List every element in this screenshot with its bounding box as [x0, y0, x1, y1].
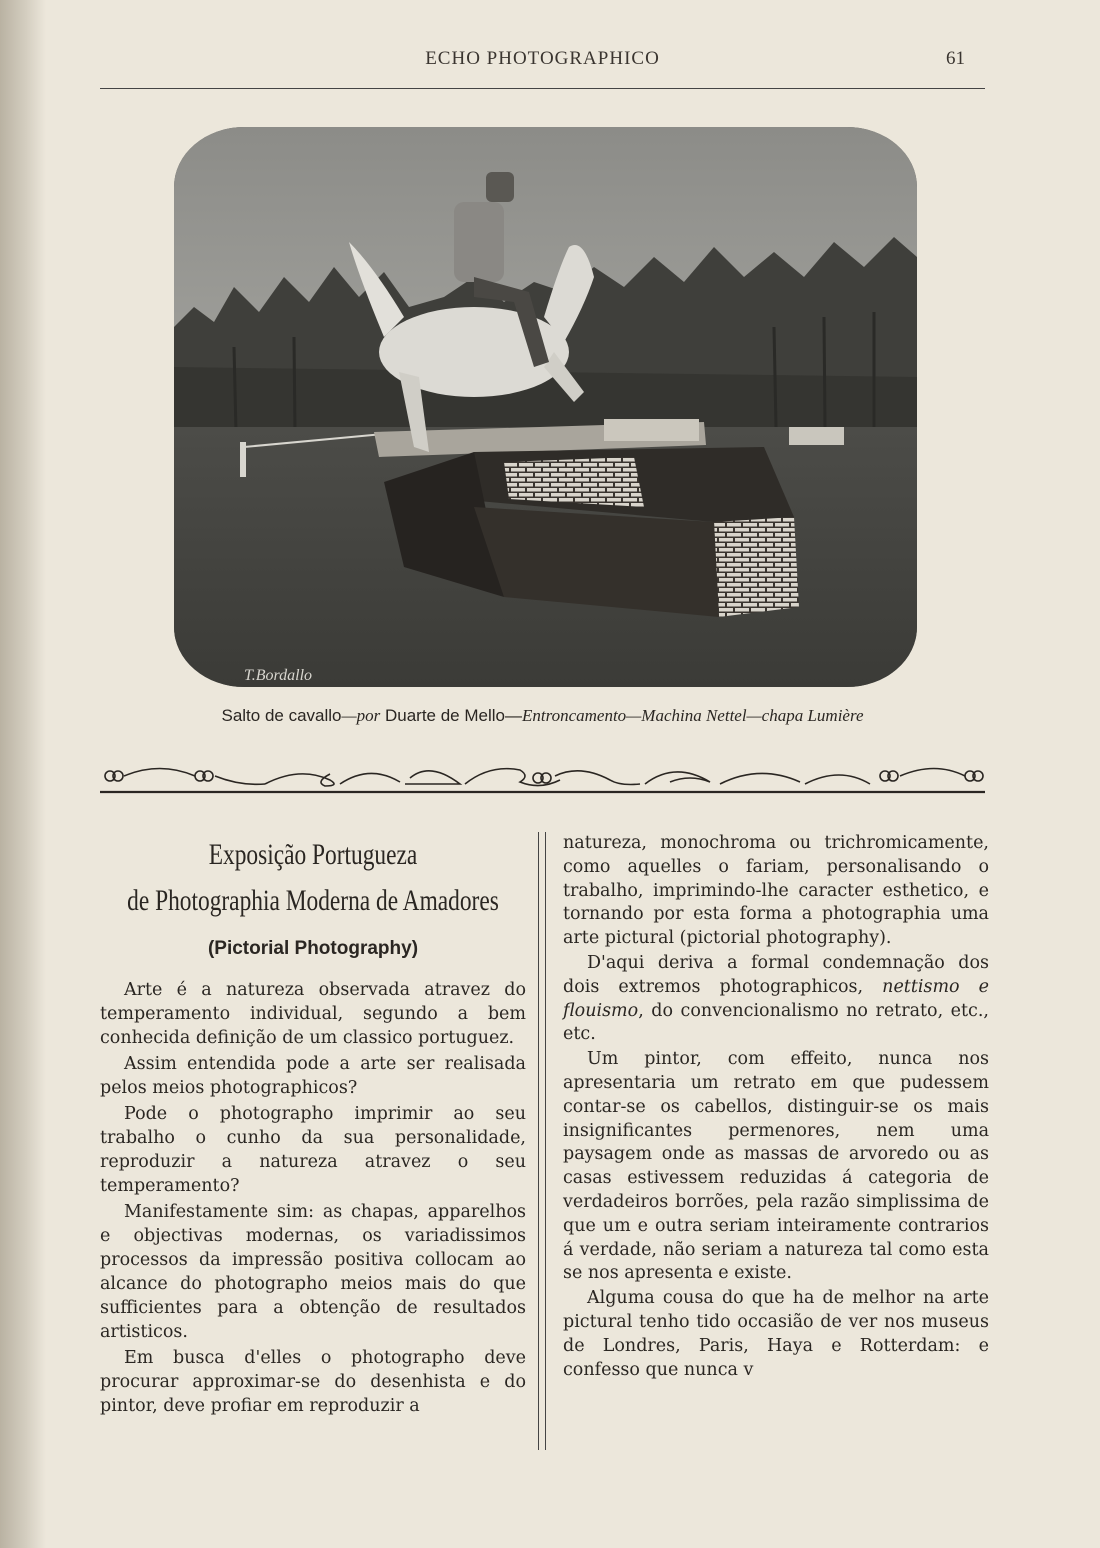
photograph-horse-jump — [174, 127, 917, 687]
paragraph: Pode o photographo imprimir ao seu trabalho o cunho da sua personalidade, reproduzir a natureza atravez o seu temperamento? — [100, 1104, 526, 1196]
article-title-line-2: de Photographia Moderna de Amadores — [127, 884, 499, 917]
article-left-column — [100, 832, 526, 1420]
caption-details: Entroncamento—Machina Nettel—chapa Lumière — [521, 706, 864, 725]
paragraph: Arte é a natureza observada atravez do temperamento individual, segundo a bem conhecida definição de um classico portuguez. — [100, 980, 526, 1048]
article-title — [100, 832, 526, 924]
column-divider — [538, 832, 546, 1450]
paragraph — [563, 952, 989, 1047]
caption-title: Salto de cavallo — [221, 706, 342, 725]
running-head — [100, 48, 985, 78]
paragraph: natureza, monochroma ou trichromicamente, como aquelles o fariam, personalisando o trabalho, imprimindo-lhe caracter esthetico, e tornando por esta forma a photographia uma arte pictural (pictorial photography). — [563, 833, 989, 949]
photograph-illustration — [174, 127, 917, 687]
article-subtitle: (Pictorial Photography) — [207, 938, 419, 959]
article-title-line-1: Exposição Portugueza — [208, 838, 418, 871]
paragraph: Assim entendida pode a arte ser realisada pelos meios photographicos? — [100, 1054, 526, 1098]
caption-author: Duarte de Mello— — [380, 706, 522, 725]
paragraph: Alguma cousa do que ha de melhor na arte pictural tenho tido occasião de ver nos museus de Londres, Paris, Haya e Rotterdam: e confesso que nunca v — [563, 1288, 989, 1380]
photograph-signature: T.Bordallo — [244, 667, 313, 684]
page-number: 61 — [946, 48, 965, 69]
paragraph: Um pintor, com effeito, nunca nos apresentaria um retrato em que pudessem contar-se os cabellos, distinguir-se os mais insignificantes permenores, nem uma paysagem onde as massas de arvoredo ou as casas estivessem reduzidas á categoria de verdadeiros borrões, pela razão simplissima de que um e outra seriam inteiramente contrarios á verdade, não seriam a natureza tal como esta se nos apresenta e existe. — [563, 1049, 989, 1284]
paragraph: Em busca d'elles o photographo deve procurar approximar-se do desenhista e do pintor, deve profiar em reproduzir a — [100, 1348, 526, 1416]
paragraph-emphasis: nettismo e flouismo — [563, 976, 990, 1021]
figure-caption — [100, 706, 985, 726]
page-binding-shadow — [0, 0, 46, 1548]
paragraph-text: , do convencionalismo no retrato, etc., etc. — [563, 1000, 989, 1045]
article-right-column — [563, 832, 989, 1383]
paragraph-text: D'aqui deriva a formal condemnação dos dois extremos photographicos, — [563, 952, 989, 997]
header-rule — [100, 88, 985, 89]
running-title: ECHO PHOTOGRAPHICO — [425, 48, 660, 69]
paragraph: Manifestamente sim: as chapas, apparelhos e objectivas modernas, os variadissimos processos da impressão positiva collocam ao alcance do photographo meios mais do que sufficientes para a obtenção de resultados artisticos. — [100, 1202, 526, 1342]
caption-by: —por — [341, 706, 381, 725]
decorative-ornament-rule — [100, 756, 985, 796]
